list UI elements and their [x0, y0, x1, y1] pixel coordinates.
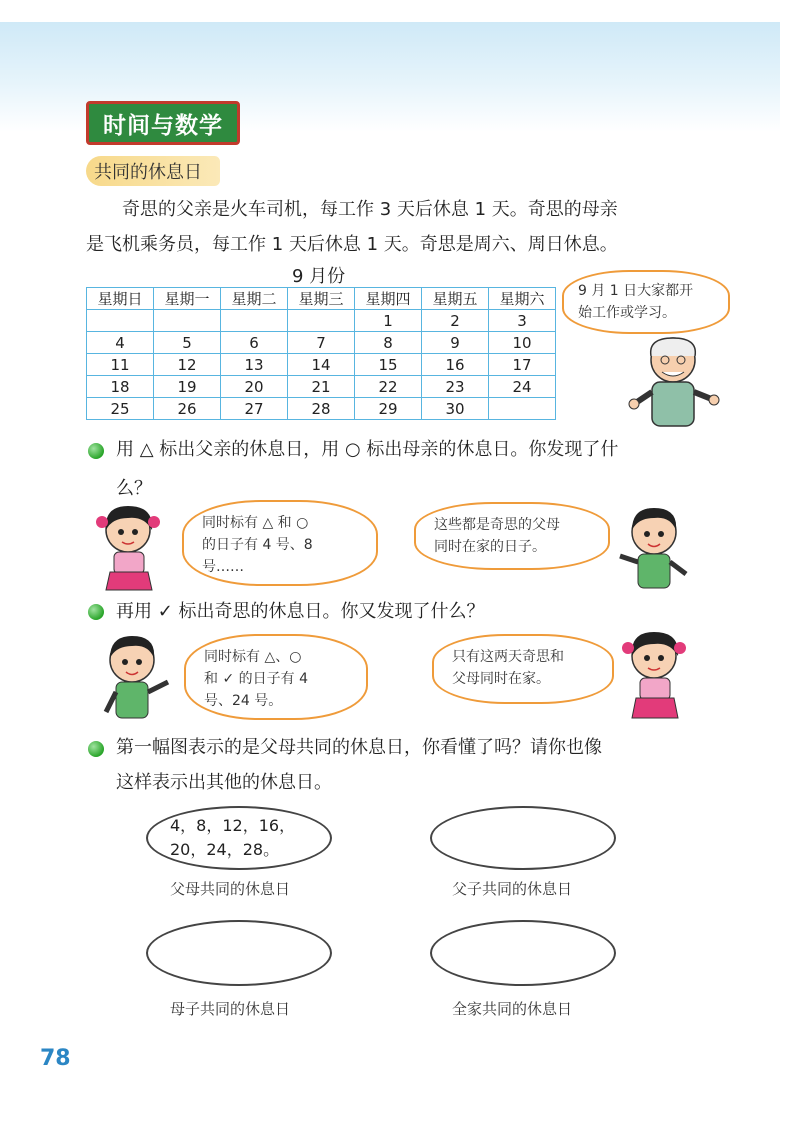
- day-cell: 9: [422, 332, 489, 354]
- section-title: 时间与数学: [86, 101, 240, 145]
- question-1-line-1: 用 △ 标出父亲的休息日，用 ○ 标出母亲的休息日。你发现了什: [116, 439, 619, 460]
- day-cell: 3: [489, 310, 556, 332]
- day-cell: 6: [221, 332, 288, 354]
- bubble-line: 父母同时在家。: [452, 671, 550, 687]
- calendar-table: [86, 287, 556, 420]
- intro-line-1: 奇思的父亲是火车司机，每工作 3 天后休息 1 天。奇思的母亲: [122, 199, 618, 220]
- bubble-line: 同时标有 △ 和 ○: [202, 515, 309, 531]
- weekday-header: 星期一: [154, 288, 221, 310]
- day-cell: 30: [422, 398, 489, 420]
- day-cell: 29: [355, 398, 422, 420]
- girl-speech-bubble: [182, 500, 378, 586]
- day-cell: 20: [221, 376, 288, 398]
- intro-paragraph: [86, 192, 706, 262]
- bubble-line: 号……: [202, 559, 244, 575]
- question-3-line-1: 第一幅图表示的是父母共同的休息日，你看懂了吗？请你也像: [116, 737, 602, 758]
- day-cell: 27: [221, 398, 288, 420]
- bubble-line: 9 月 1 日大家都开: [578, 283, 694, 299]
- question-1: [116, 432, 716, 506]
- day-cell: 21: [288, 376, 355, 398]
- bubble-line: 始工作或学习。: [578, 305, 676, 321]
- weekday-header: 星期二: [221, 288, 288, 310]
- girl-illustration: [92, 500, 168, 596]
- weekday-header: 星期日: [87, 288, 154, 310]
- calendar-week-row: [87, 354, 556, 376]
- ellipse-caption: 父母共同的休息日: [170, 880, 291, 898]
- day-cell: 16: [422, 354, 489, 376]
- boy-illustration: [614, 502, 694, 598]
- girl-speech-bubble: [432, 634, 614, 704]
- day-cell: 7: [288, 332, 355, 354]
- question-1-line-2: 么？: [116, 478, 152, 499]
- day-cell: [87, 310, 154, 332]
- intro-line-2: 是飞机乘务员，每工作 1 天后休息 1 天。奇思是周六、周日休息。: [86, 234, 618, 255]
- boy-speech-bubble: [184, 634, 368, 720]
- day-cell: 18: [87, 376, 154, 398]
- calendar-week-row: [87, 376, 556, 398]
- set-ellipse-text: [170, 814, 295, 862]
- girl-illustration: [616, 624, 692, 724]
- set-ellipse-line: 20，24，28。: [170, 840, 280, 859]
- question-3: [116, 730, 716, 800]
- bubble-line: 只有这两天奇思和: [452, 649, 564, 665]
- day-cell: 19: [154, 376, 221, 398]
- blank-set-ellipse[interactable]: [430, 920, 616, 986]
- bubble-line: 同时标有 △、○: [204, 649, 302, 665]
- weekday-header: 星期六: [489, 288, 556, 310]
- teacher-speech-bubble: [562, 270, 730, 334]
- day-cell: 15: [355, 354, 422, 376]
- weekday-header: 星期四: [355, 288, 422, 310]
- boy-speech-bubble: [414, 502, 610, 570]
- day-cell: 4: [87, 332, 154, 354]
- day-cell: 11: [87, 354, 154, 376]
- set-ellipse-line: 4，8，12，16，: [170, 816, 296, 835]
- question-3-line-2: 这样表示出其他的休息日。: [116, 772, 332, 793]
- bubble-line: 同时在家的日子。: [434, 539, 546, 555]
- day-cell: 5: [154, 332, 221, 354]
- day-cell: [154, 310, 221, 332]
- day-cell: 12: [154, 354, 221, 376]
- day-cell: 2: [422, 310, 489, 332]
- day-cell: 24: [489, 376, 556, 398]
- ellipse-caption: 母子共同的休息日: [170, 1000, 291, 1018]
- day-cell: 26: [154, 398, 221, 420]
- day-cell: 1: [355, 310, 422, 332]
- teacher-illustration: [628, 330, 720, 434]
- weekday-header: 星期五: [422, 288, 489, 310]
- bubble-line: 这些都是奇思的父母: [434, 517, 560, 533]
- day-cell: 10: [489, 332, 556, 354]
- calendar-week-row: [87, 310, 556, 332]
- question-bullet-icon: [88, 604, 104, 620]
- day-cell: [489, 398, 556, 420]
- bubble-line: 和 ✓ 的日子有 4: [204, 671, 308, 687]
- calendar-week-row: [87, 398, 556, 420]
- bubble-line: 号、24 号。: [204, 693, 283, 709]
- day-cell: [221, 310, 288, 332]
- weekday-header: 星期三: [288, 288, 355, 310]
- day-cell: 17: [489, 354, 556, 376]
- bubble-line: 的日子有 4 号、8: [202, 537, 313, 553]
- blank-set-ellipse[interactable]: [146, 920, 332, 986]
- question-bullet-icon: [88, 741, 104, 757]
- day-cell: 28: [288, 398, 355, 420]
- day-cell: 8: [355, 332, 422, 354]
- calendar-week-row: [87, 332, 556, 354]
- ellipse-caption: 全家共同的休息日: [452, 1000, 573, 1018]
- ellipse-caption: 父子共同的休息日: [452, 880, 573, 898]
- calendar-title: 9 月份: [292, 266, 346, 287]
- day-cell: [288, 310, 355, 332]
- day-cell: 14: [288, 354, 355, 376]
- day-cell: 13: [221, 354, 288, 376]
- boy-illustration: [92, 630, 176, 730]
- day-cell: 22: [355, 376, 422, 398]
- blank-set-ellipse[interactable]: [430, 806, 616, 870]
- question-bullet-icon: [88, 443, 104, 459]
- subsection-title: 共同的休息日: [86, 156, 220, 186]
- day-cell: 23: [422, 376, 489, 398]
- day-cell: 25: [87, 398, 154, 420]
- calendar-header-row: [87, 288, 556, 310]
- question-2: 再用 ✓ 标出奇思的休息日。你又发现了什么？: [116, 601, 485, 622]
- page-number: 78: [40, 1046, 71, 1071]
